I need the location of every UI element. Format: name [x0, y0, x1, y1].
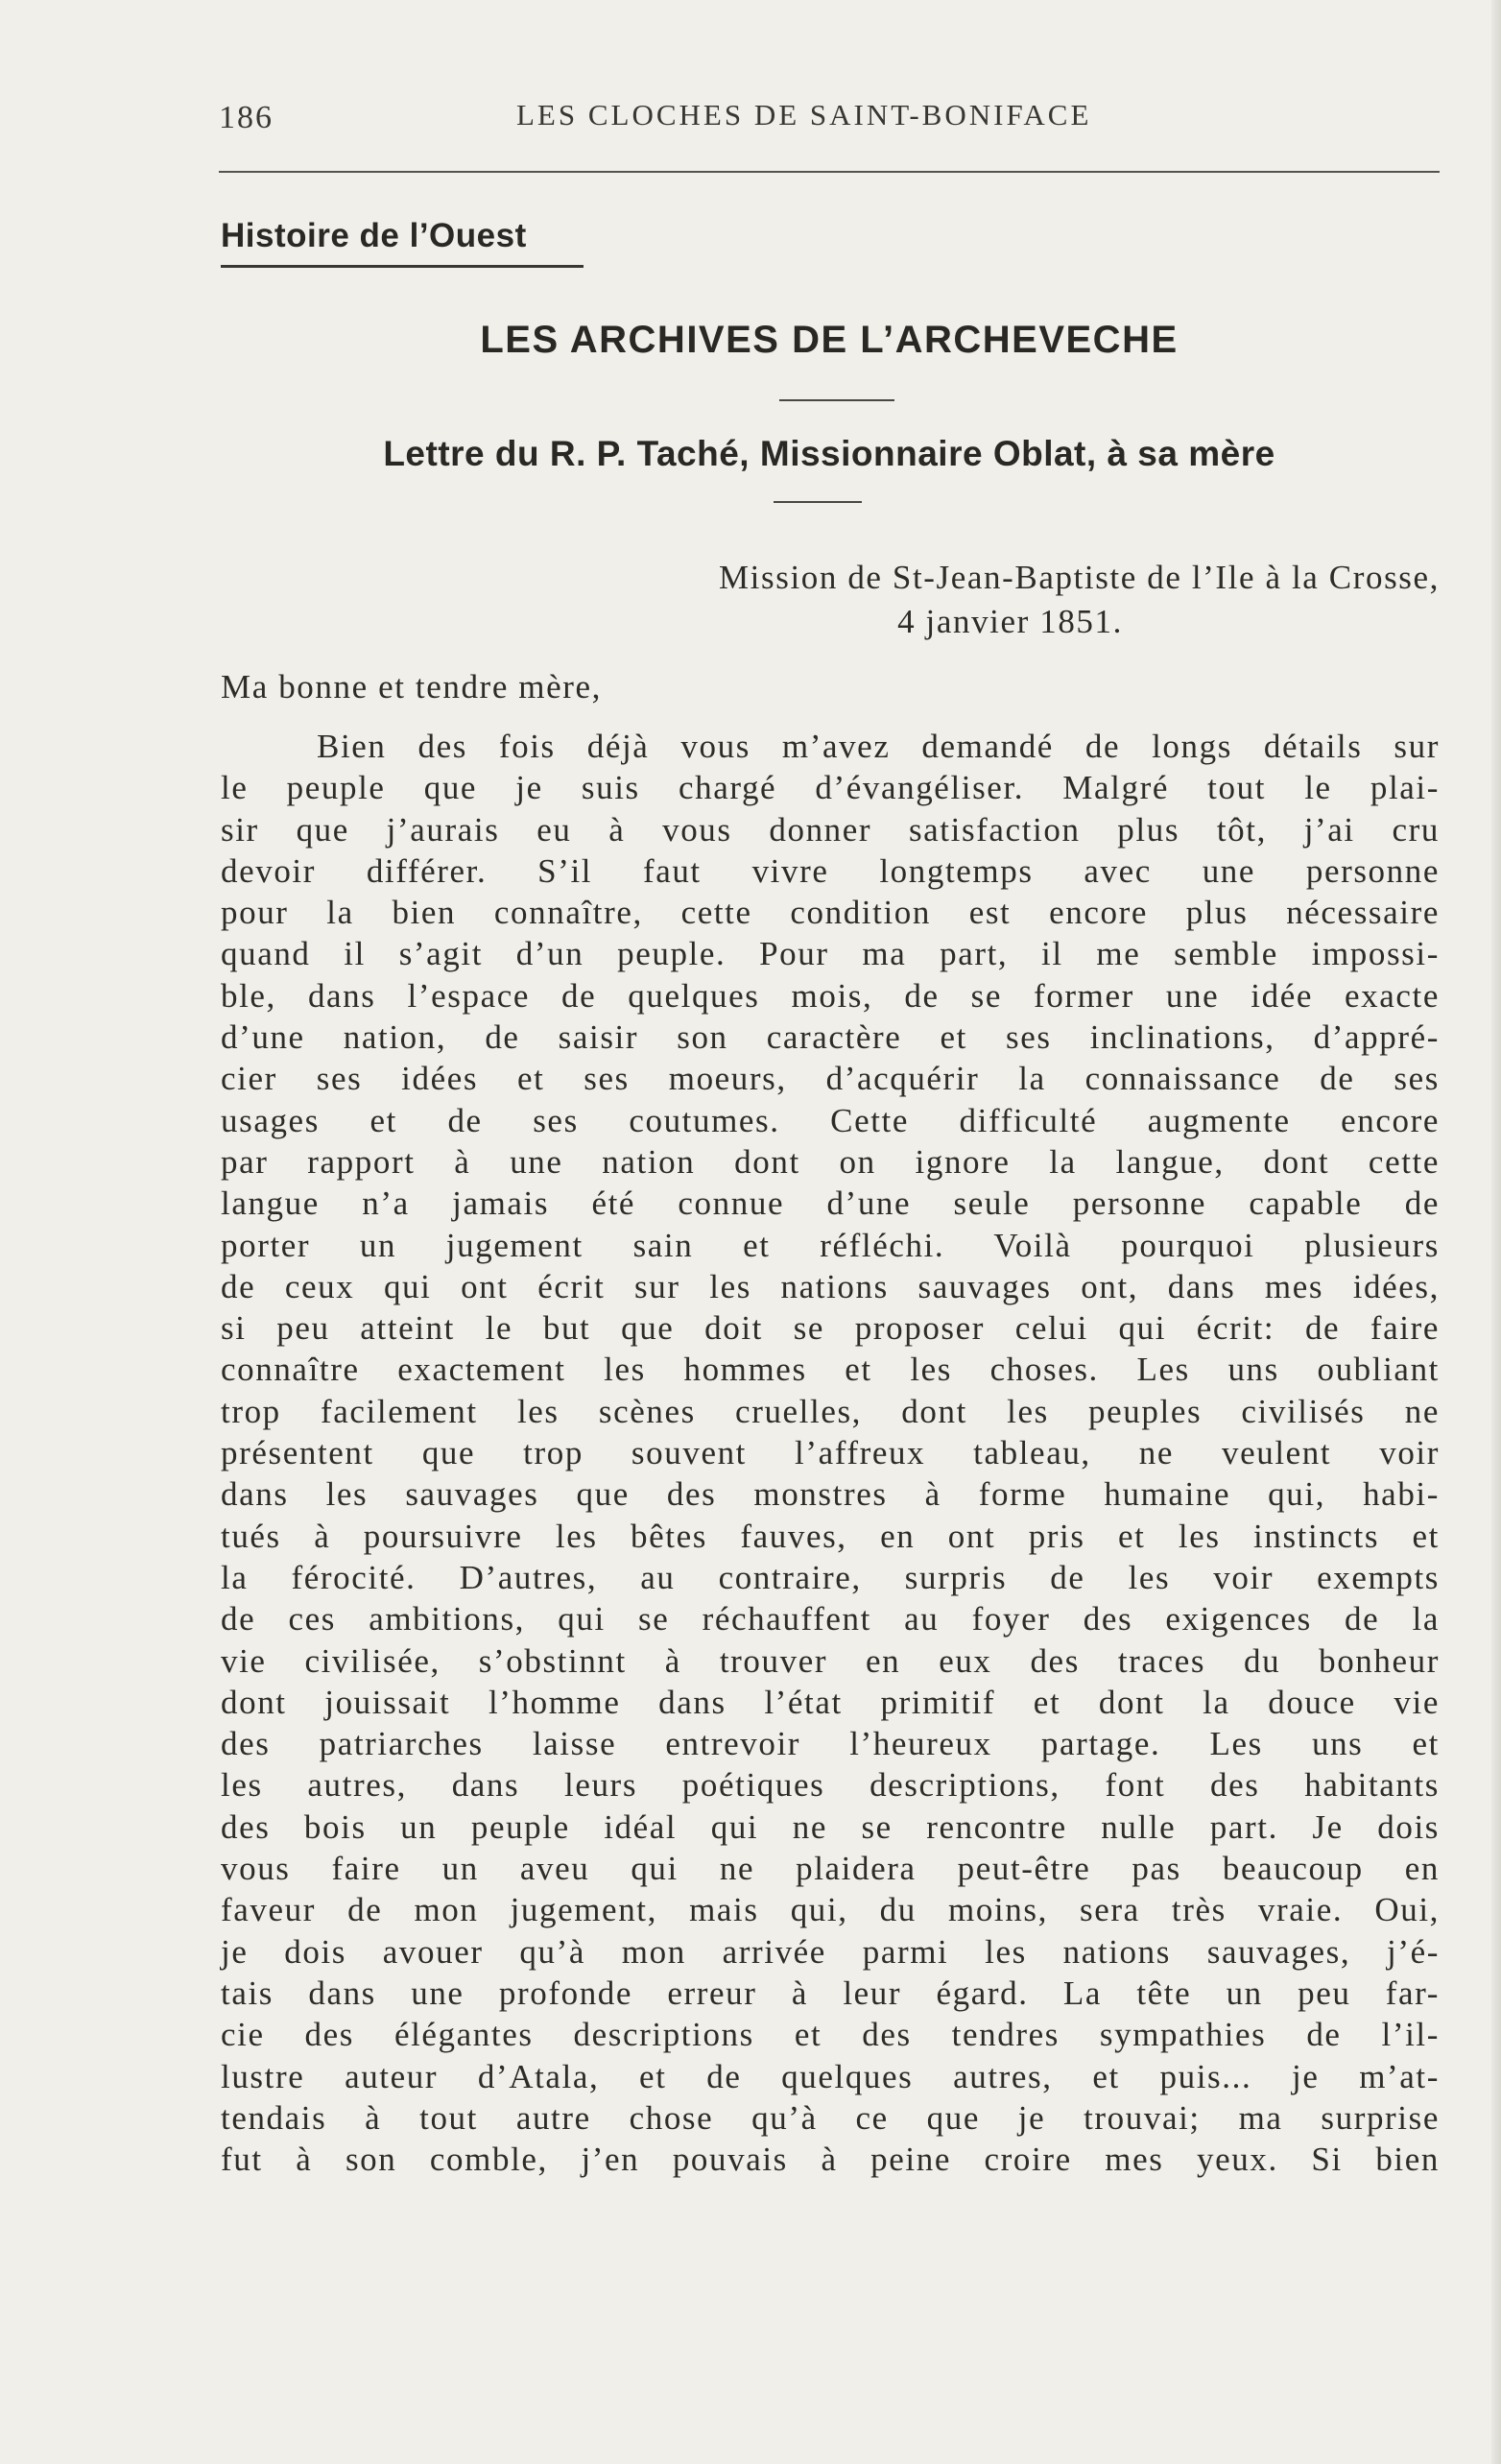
body-line: tendais à tout autre chose qu’à ce que je trouvai; ma surprise [221, 2098, 1440, 2137]
body-line: des bois un peuple idéal qui ne se rencontre nulle part. Je dois [221, 1807, 1440, 1846]
body-line: par rapport à une nation dont on ignore la langue, dont cette [221, 1142, 1440, 1181]
body-line: la férocité. D’autres, au contraire, surpris de les voir exempts [221, 1558, 1440, 1596]
body-line: de ceux qui ont écrit sur les nations sauvages ont, dans mes idées, [221, 1267, 1440, 1305]
body-line: fut à son comble, j’en pouvais à peine croire mes yeux. Si bien [221, 2141, 1440, 2179]
body-line: ble, dans l’espace de quelques mois, de se former une idée exacte [221, 976, 1440, 1015]
body-line: je dois avouer qu’à mon arrivée parmi les nations sauvages, j’é- [221, 1932, 1440, 1971]
body-line: tais dans une profonde erreur à leur égard. La tête un peu far- [221, 1974, 1440, 2012]
page-header [219, 94, 1440, 142]
letter-date: 4 janvier 1851. [897, 603, 1123, 640]
article-subtitle: Lettre du R. P. Taché, Missionnaire Oblat, à sa mère [383, 434, 1275, 473]
body-line: faveur de mon jugement, mais qui, du moins, sera très vraie. Oui, [221, 1891, 1440, 1929]
body-line: les autres, dans leurs poétiques descriptions, font des habitants [221, 1766, 1440, 1805]
body-line: de ces ambitions, qui se réchauffent au foyer des exigences de la [221, 1600, 1440, 1639]
body-line: cie des élégantes descriptions et des tendres sympathies de l’il- [221, 2016, 1440, 2054]
body-line: quand il s’agit d’un peuple. Pour ma part, il me semble impossi- [221, 935, 1440, 973]
letter-body [221, 726, 1440, 2180]
header-rule [219, 171, 1440, 173]
body-line: porter un jugement sain et réfléchi. Voilà pourquoi plusieurs [221, 1226, 1440, 1264]
body-line: usages et de ses coutumes. Cette difficulté augmente encore [221, 1101, 1440, 1139]
section-label: Histoire de l’Ouest [221, 217, 527, 254]
running-title: LES CLOCHES DE SAINT-BONIFACE [516, 98, 1092, 132]
letter-salutation: Ma bonne et tendre mère, [221, 668, 602, 706]
article-title: LES ARCHIVES DE L’ARCHEVECHE [480, 319, 1179, 361]
body-line: trop facilement les scènes cruelles, dont les peuples civilisés ne [221, 1392, 1440, 1430]
page-edge-shadow [1491, 0, 1501, 2464]
body-line: dont jouissait l’homme dans l’état primitif et dont la douce vie [221, 1683, 1440, 1721]
body-line: dans les sauvages que des monstres à forme humaine qui, habi- [221, 1475, 1440, 1514]
body-line: lustre auteur d’Atala, et de quelques autres, et puis... je m’at- [221, 2057, 1440, 2095]
body-line: tués à poursuivre les bêtes fauves, en ont pris et les instincts et [221, 1517, 1440, 1555]
subtitle-divider [774, 501, 862, 503]
title-divider [779, 399, 894, 401]
body-line: pour la bien connaître, cette condition est encore plus nécessaire [221, 894, 1440, 932]
body-line: présentent que trop souvent l’affreux tableau, ne veulent voir [221, 1434, 1440, 1472]
body-line: le peuple que je suis chargé d’évangéliser. Malgré tout le plai- [221, 769, 1440, 807]
body-line: vous faire un aveu qui ne plaidera peut-être pas beaucoup en [221, 1850, 1440, 1888]
page-number: 186 [219, 100, 274, 135]
body-line: Bien des fois déjà vous m’avez demandé de longs détails sur [317, 728, 1440, 765]
body-line: devoir différer. S’il faut vivre longtemps avec une personne [221, 851, 1440, 890]
body-line: cier ses idées et ses moeurs, d’acquérir la connaissance de ses [221, 1060, 1440, 1098]
body-line: des patriarches laisse entrevoir l’heureux partage. Les uns et [221, 1725, 1440, 1763]
body-line: d’une nation, de saisir son caractère et ses inclinations, d’appré- [221, 1018, 1440, 1057]
section-underline [221, 265, 584, 268]
body-line: langue n’a jamais été connue d’une seule personne capable de [221, 1184, 1440, 1223]
body-line: connaître exactement les hommes et les choses. Les uns oubliant [221, 1351, 1440, 1389]
body-line: sir que j’aurais eu à vous donner satisfaction plus tôt, j’ai cru [221, 810, 1440, 849]
body-line: si peu atteint le but que doit se proposer celui qui écrit: de faire [221, 1309, 1440, 1348]
letter-place: Mission de St-Jean-Baptiste de l’Ile à la Crosse, [718, 559, 1440, 596]
body-line: vie civilisée, s’obstinnt à trouver en eux des traces du bonheur [221, 1641, 1440, 1680]
